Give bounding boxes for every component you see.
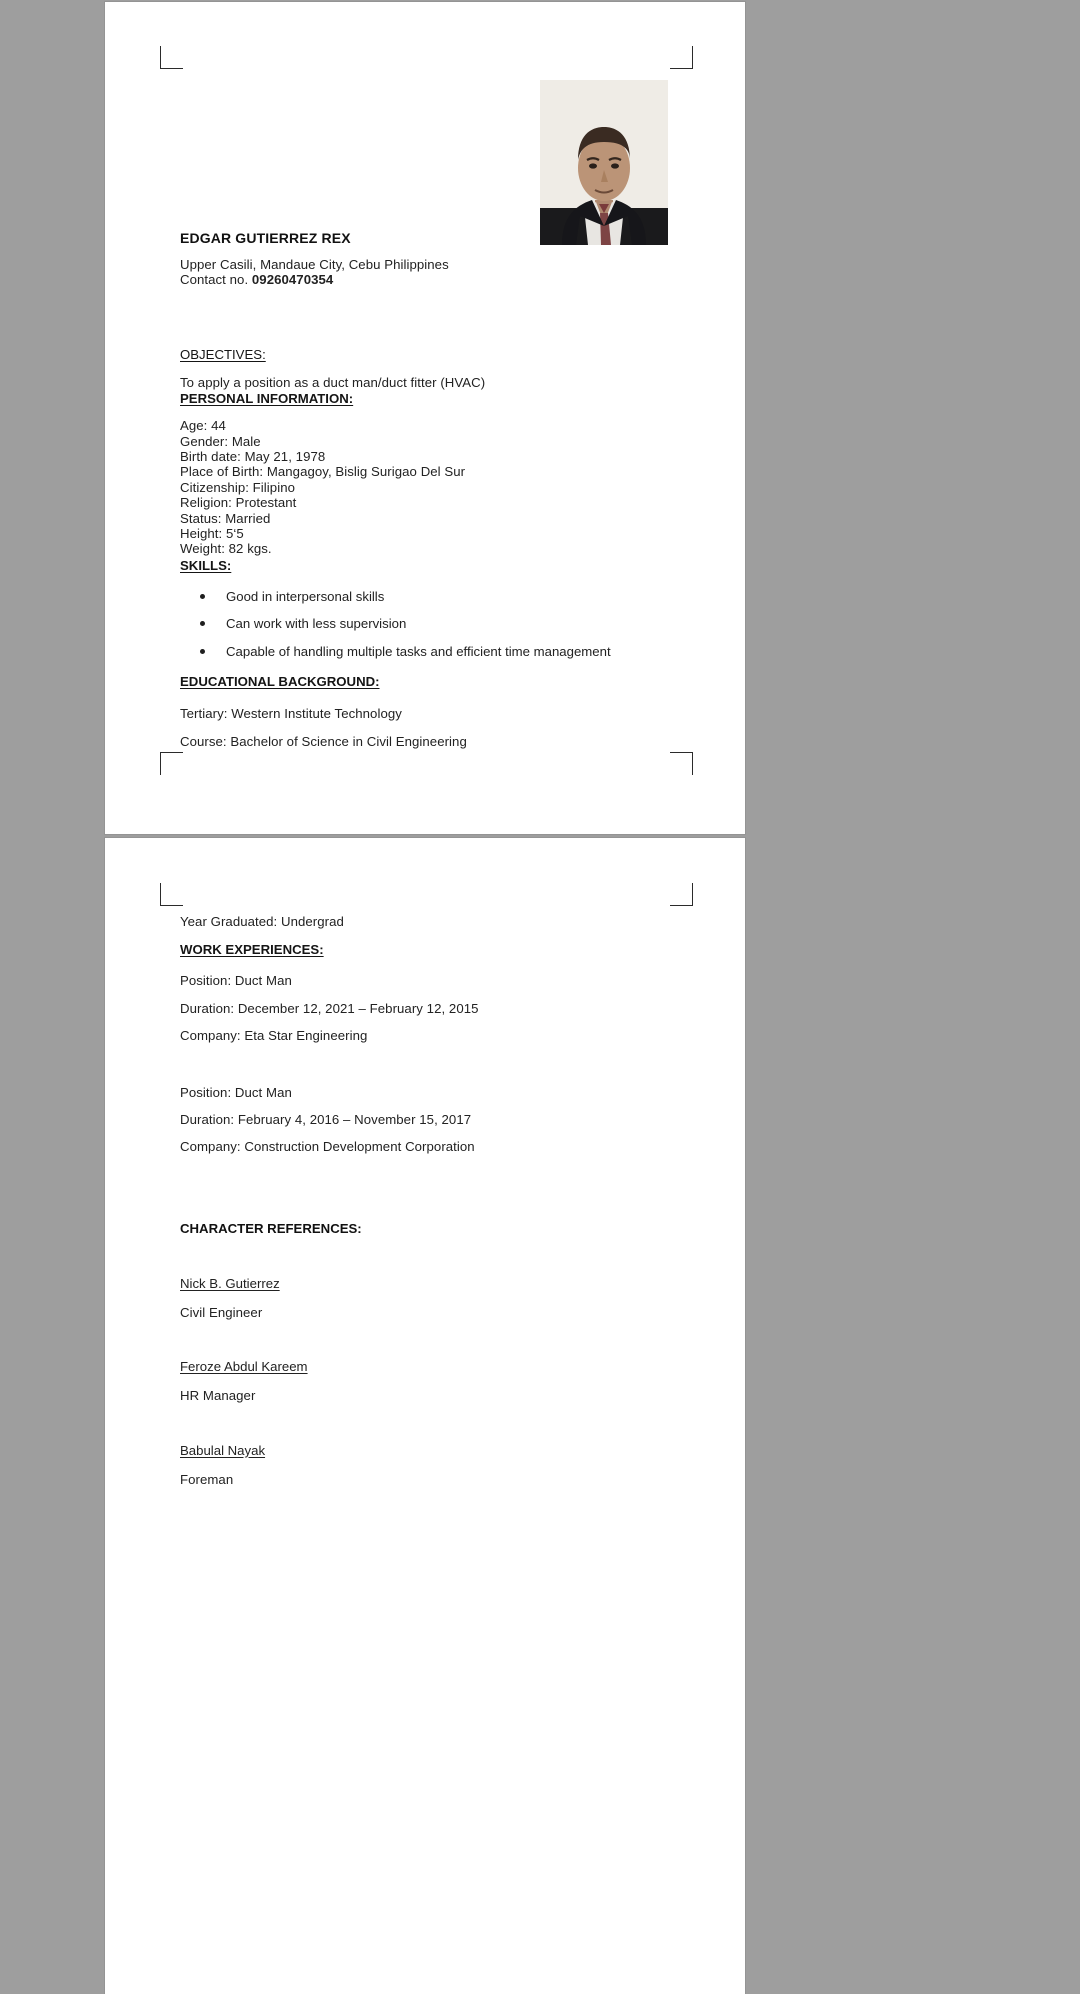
skills-heading: SKILLS: bbox=[180, 557, 232, 573]
character-reference-item bbox=[180, 1358, 699, 1403]
personal-information-list bbox=[180, 418, 699, 557]
work-position: Position: Duct Man bbox=[180, 973, 292, 989]
page-2-content bbox=[180, 838, 699, 1487]
work-experiences-heading: WORK EXPERIENCES: bbox=[180, 942, 324, 958]
education-tertiary: Tertiary: Western Institute Technology bbox=[180, 706, 402, 722]
reference-name: Nick B. Gutierrez bbox=[180, 1275, 280, 1291]
work-experiences-section bbox=[180, 941, 699, 959]
work-duration: Duration: February 4, 2016 – November 15, 2017 bbox=[180, 1112, 472, 1128]
reference-title: Civil Engineer bbox=[180, 1304, 263, 1320]
page-1-content bbox=[180, 2, 699, 749]
contact-number: 09260470354 bbox=[251, 272, 334, 288]
objectives-heading: OBJECTIVES: bbox=[180, 346, 266, 362]
personal-info-line: Gender: Male bbox=[180, 433, 261, 449]
character-references-heading: CHARACTER REFERENCES: bbox=[180, 1220, 362, 1236]
bullet-icon bbox=[200, 649, 205, 654]
skill-text: Capable of handling multiple tasks and efficient time management bbox=[226, 643, 611, 659]
reference-title: Foreman bbox=[180, 1471, 234, 1487]
objectives-section bbox=[180, 346, 699, 364]
contact-label: Contact no. bbox=[180, 272, 249, 288]
objectives-text: To apply a position as a duct man/duct fitter (HVAC) bbox=[180, 374, 486, 390]
reference-title: HR Manager bbox=[180, 1388, 256, 1404]
bullet-icon bbox=[200, 594, 205, 599]
work-duration: Duration: December 12, 2021 – February 12, 2015 bbox=[180, 1000, 479, 1016]
education-year-graduated: Year Graduated: Undergrad bbox=[180, 914, 344, 929]
skill-item bbox=[180, 644, 699, 659]
personal-info-line: Place of Birth: Mangagoy, Bislig Surigao Del Sur bbox=[180, 464, 466, 480]
skill-text: Can work with less supervision bbox=[226, 616, 407, 632]
skill-text: Good in interpersonal skills bbox=[226, 588, 385, 604]
work-company: Company: Construction Development Corporation bbox=[180, 1139, 475, 1155]
personal-info-line: Citizenship: Filipino bbox=[180, 479, 295, 495]
reference-name: Feroze Abdul Kareem bbox=[180, 1359, 308, 1375]
educational-background-heading: EDUCATIONAL BACKGROUND: bbox=[180, 674, 380, 690]
applicant-name: EDGAR GUTIERREZ REX bbox=[180, 230, 351, 246]
personal-information-section bbox=[180, 390, 699, 408]
character-reference-item bbox=[180, 1275, 699, 1320]
personal-info-line: Age: 44 bbox=[180, 418, 226, 434]
document-page-2 bbox=[105, 838, 745, 1994]
skills-section bbox=[180, 557, 699, 575]
work-experience-entry bbox=[180, 973, 699, 1043]
personal-info-line: Religion: Protestant bbox=[180, 495, 297, 511]
personal-info-line: Birth date: May 21, 1978 bbox=[180, 449, 326, 465]
bullet-icon bbox=[200, 621, 205, 626]
personal-info-line: Height: 5‘5 bbox=[180, 526, 244, 542]
education-course: Course: Bachelor of Science in Civil Engineering bbox=[180, 733, 467, 749]
applicant-address: Upper Casili, Mandaue City, Cebu Philippines bbox=[180, 257, 449, 272]
applicant-contact bbox=[180, 272, 699, 287]
crop-mark-bottom-left bbox=[160, 752, 183, 775]
document-page-1 bbox=[105, 2, 745, 834]
personal-information-heading: PERSONAL INFORMATION: bbox=[180, 391, 354, 407]
skill-item bbox=[180, 616, 699, 631]
work-company: Company: Eta Star Engineering bbox=[180, 1028, 368, 1044]
crop-mark-bottom-right bbox=[670, 752, 693, 775]
work-experience-entry bbox=[180, 1085, 699, 1155]
skills-list bbox=[180, 589, 699, 659]
educational-background-section bbox=[180, 673, 699, 691]
work-position: Position: Duct Man bbox=[180, 1084, 292, 1100]
personal-info-line: Weight: 82 kgs. bbox=[180, 541, 272, 557]
skill-item bbox=[180, 589, 699, 604]
personal-info-line: Status: Married bbox=[180, 510, 271, 526]
character-reference-item bbox=[180, 1442, 699, 1487]
reference-name: Babulal Nayak bbox=[180, 1442, 266, 1458]
